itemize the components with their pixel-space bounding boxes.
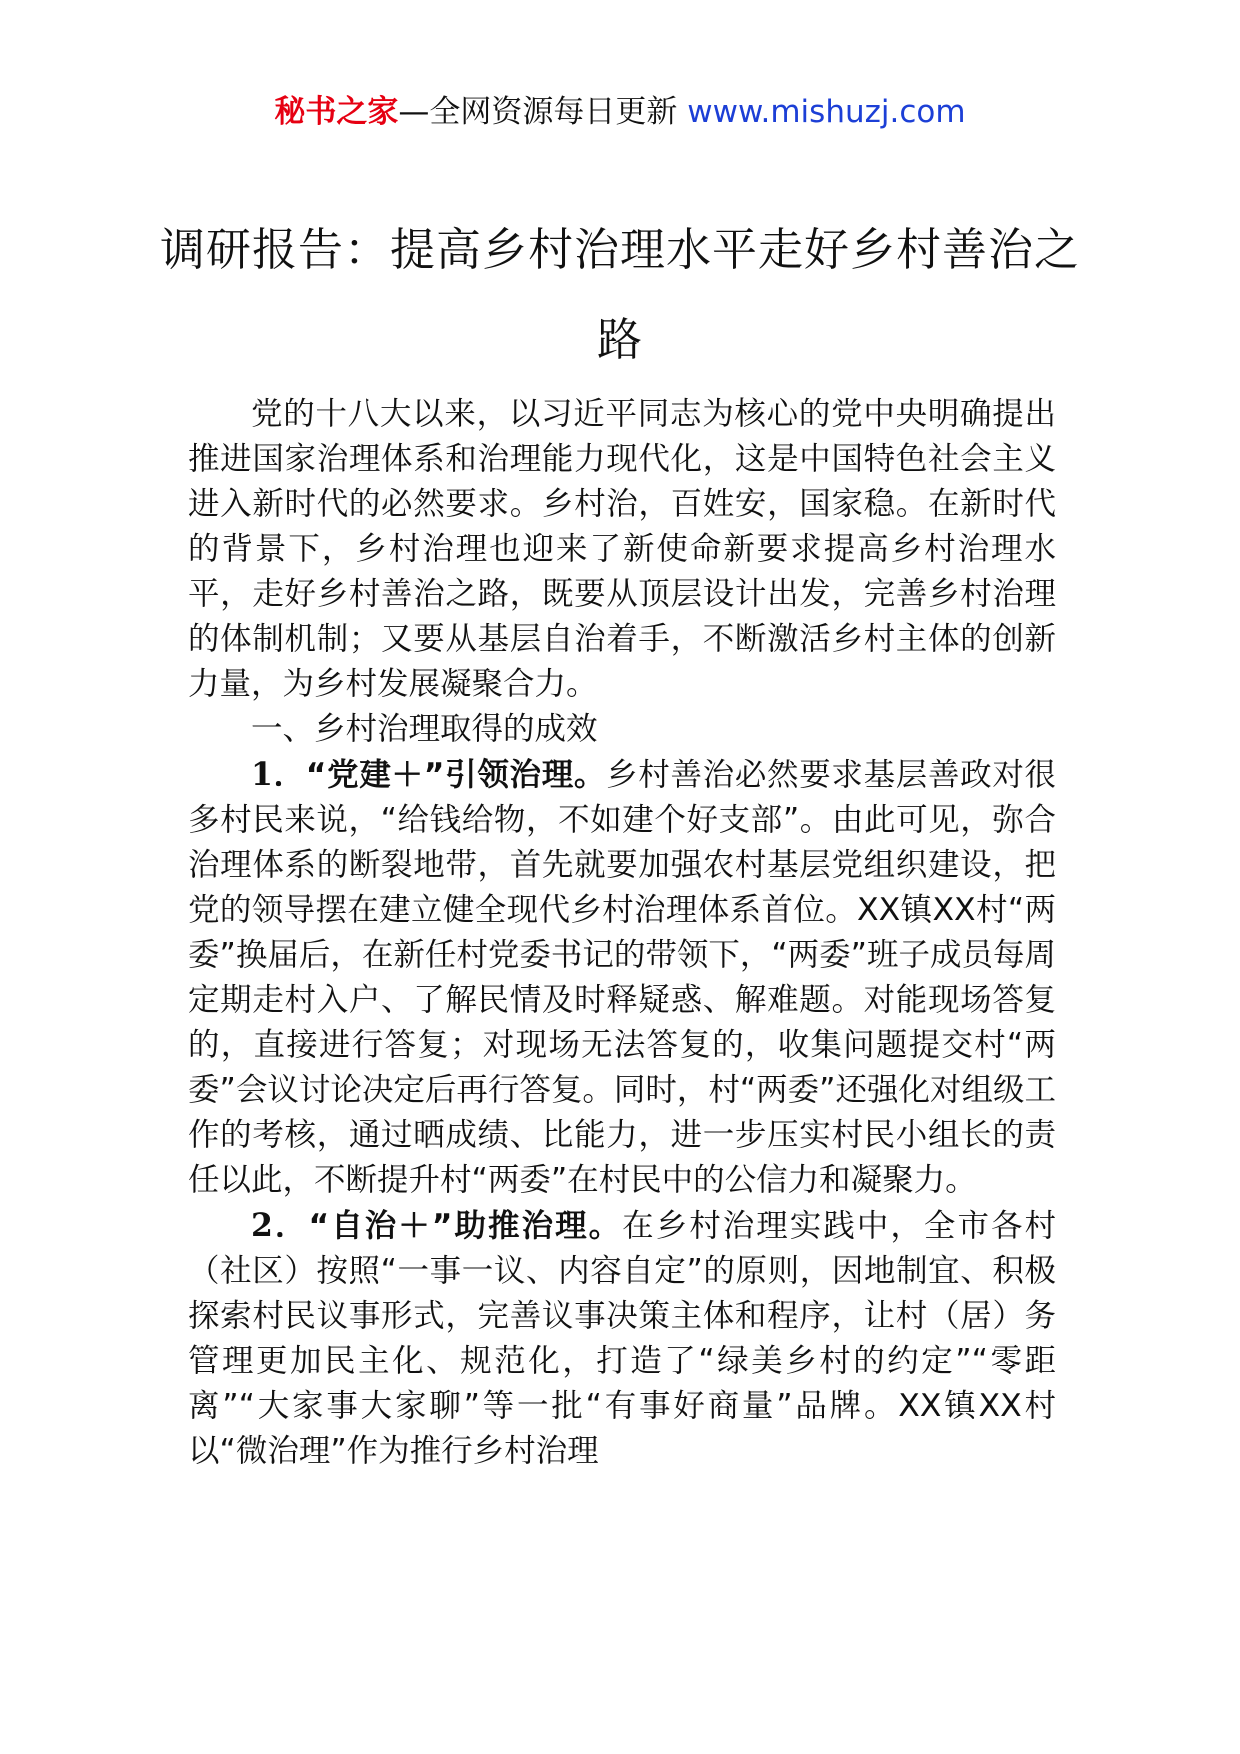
- document-title: 调研报告：提高乡村治理水平走好乡村善治之路: [159, 223, 1080, 366]
- site-url-link[interactable]: www.mishuzj.com: [687, 94, 966, 130]
- item-text: 乡村善治必然要求基层善政对很多村民来说，“给钱给物，不如建个好支部”。由此可见，弥合治理体系的断裂地带，首先就要加强农村基层党组织建设，把党的领导摆在建立健全现代乡村治理体系首位。XX镇XX村“两委”换届后，在新任村党委书记的带领下，“两委”班子成员每周定期走村入户、了解民情及时释疑惑、解难题。对能现场答复的，直接进行答复；对现场无法答复的，收集问题提交村“两委”会议讨论决定后再行答复。同时，村“两委”还强化对组级工作的考核，通过晒成绩、比能力，进一步压实村民小组长的责任以此，不断提升村“两委”在村民中的公信力和凝聚力。: [188, 757, 1057, 1198]
- section-heading: 一、乡村治理取得的成效: [251, 711, 598, 747]
- item-heading: “自治＋”助推治理。: [308, 1208, 623, 1244]
- item-number: 1．: [251, 756, 306, 793]
- site-brand: 秘书之家: [274, 94, 399, 130]
- document-body: [188, 392, 1056, 1474]
- item-paragraph-1: [188, 752, 1056, 1203]
- site-slogan: —全网资源每日更新: [398, 94, 688, 130]
- item-paragraph-2: [188, 1203, 1056, 1474]
- site-header: [0, 92, 1240, 132]
- item-number: 2．: [251, 1207, 309, 1244]
- item-text: 在乡村治理实践中，全市各村（社区）按照“一事一议、内容自定”的原则，因地制宜、积极探索村民议事形式，完善议事决策主体和程序，让村（居）务管理更加民主化、规范化，打造了“绿美乡村的约定”“零距离”“大家事大家聊”等一批“有事好商量”品牌。XX镇XX村以“微治理”作为推行乡村治理: [188, 1208, 1057, 1469]
- intro-paragraph: 党的十八大以来，以习近平同志为核心的党中央明确提出推进国家治理体系和治理能力现代化，这是中国特色社会主义进入新时代的必然要求。乡村治，百姓安，国家稳。在新时代的背景下，乡村治理也迎来了新使命新要求提高乡村治理水平，走好乡村善治之路，既要从顶层设计出发，完善乡村治理的体制机制；又要从基层自治着手，不断激活乡村主体的创新力量，为乡村发展凝聚合力。: [188, 396, 1056, 702]
- item-heading: “党建＋”引领治理。: [305, 757, 607, 793]
